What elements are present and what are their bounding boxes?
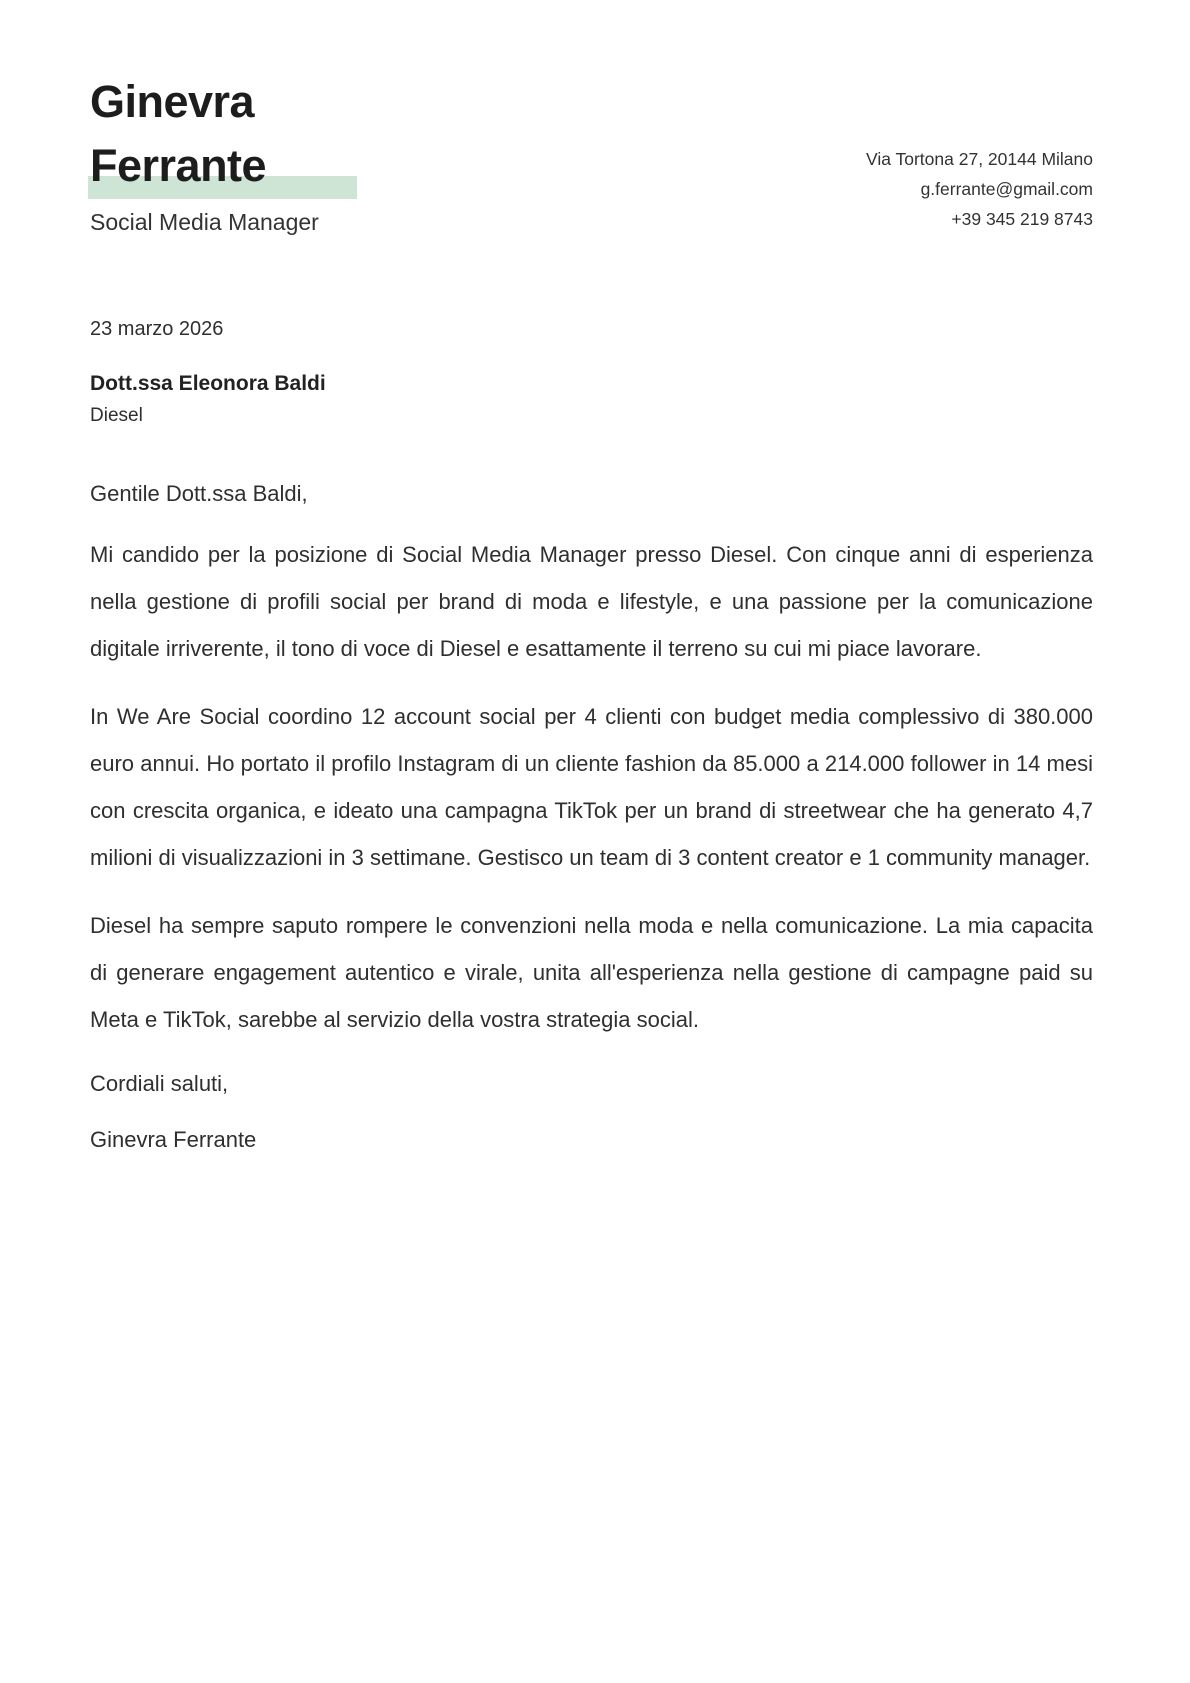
signature: Ginevra Ferrante [90, 1127, 257, 1152]
paragraph-3: Diesel ha sempre saputo rompere le convenzioni nella moda e nella comunicazione. La mia capacita di generare engagement autentico e virale, unita all'esperienza nella gestione di campagne paid su Meta e TikTok, sarebbe al servizio della vostra strategia social. [90, 913, 1093, 1032]
last-name-line [90, 134, 319, 198]
recipient-block [90, 366, 1093, 430]
letter-body [90, 316, 1093, 1160]
closing: Cordiali saluti, [90, 1071, 229, 1096]
contact-email: g.ferrante@gmail.com [920, 179, 1093, 199]
identity-block [90, 70, 319, 236]
recipient-name: Dott.ssa Eleonora Baldi [90, 372, 326, 395]
contact-phone: +39 345 219 8743 [951, 209, 1093, 229]
contact-info [866, 144, 1093, 236]
first-name: Ginevra [90, 76, 255, 127]
letter-date: 23 marzo 2026 [90, 318, 224, 340]
last-name: Ferrante [90, 140, 267, 191]
job-title: Social Media Manager [90, 209, 319, 235]
header [90, 70, 1093, 236]
person-name [90, 70, 319, 198]
paragraph-1: Mi candido per la posizione di Social Media Manager presso Diesel. Con cinque anni di esperienza nella gestione di profili social per brand di moda e lifestyle, e una passione per la comunicazione digitale irriverente, il tono di voce di Diesel e esattamente il terreno su cui mi piace lavorare. [90, 542, 1093, 661]
recipient-company: Diesel [90, 405, 143, 426]
salutation: Gentile Dott.ssa Baldi, [90, 481, 308, 506]
contact-address: Via Tortona 27, 20144 Milano [865, 149, 1093, 169]
paragraph-2: In We Are Social coordino 12 account social per 4 clienti con budget media complessivo di 380.000 euro annui. Ho portato il profilo Instagram di un cliente fashion da 85.000 a 214.000 follower in 14 mesi con crescita organica, e ideato una campagna TikTok per un brand di streetwear che ha generato 4,7 milioni di visualizzazioni in 3 settimane. Gestisco un team di 3 content creator e 1 community manager. [90, 704, 1093, 870]
